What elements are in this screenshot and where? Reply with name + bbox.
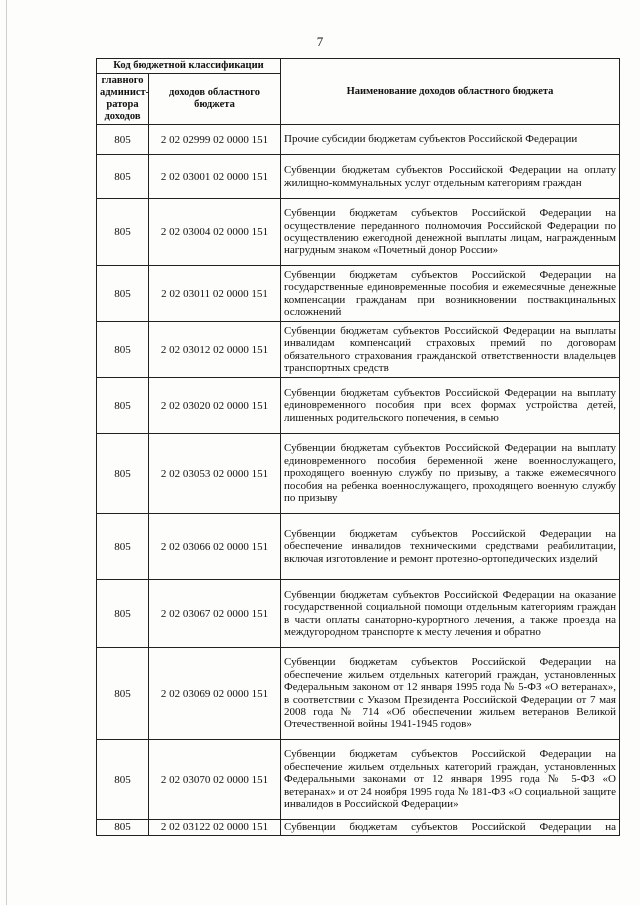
- cell-admin-code: 805: [97, 514, 149, 580]
- table-header: [97, 59, 620, 125]
- cell-admin-code: 805: [97, 125, 149, 155]
- cell-admin-code: 805: [97, 820, 149, 836]
- cell-revenue-name: Субвенции бюджетам субъектов Российской Федерации на выплаты инвалидам компенсаций страховых премий по договорам обязательного страхования гражданской ответственности владельцев транспортных средств: [281, 322, 620, 378]
- table-row: [97, 125, 620, 155]
- cell-revenue-name: Субвенции бюджетам субъектов Российской Федерации на обеспечение жильем отдельных категорий граждан, установленных Федеральными законами от 12 января 1995 года № 5-ФЗ «О ветеранах» и от 24 ноября 1995 года № 181-ФЗ «О социальной защите инвалидов в Российской Федерации»: [281, 740, 620, 820]
- cell-revenue-code: 2 02 03011 02 0000 151: [149, 266, 281, 322]
- cell-revenue-code: 2 02 02999 02 0000 151: [149, 125, 281, 155]
- table-row: [97, 266, 620, 322]
- cell-revenue-code: 2 02 03122 02 0000 151: [149, 820, 281, 836]
- cell-revenue-code: 2 02 03012 02 0000 151: [149, 322, 281, 378]
- cell-admin-code: 805: [97, 155, 149, 199]
- table-row: [97, 820, 620, 836]
- page-number: 7: [316, 34, 324, 49]
- header-revenue-name: Наименование доходов областного бюджета: [281, 59, 620, 125]
- cell-revenue-name: Прочие субсидии бюджетам субъектов Российской Федерации: [281, 125, 620, 155]
- table-row: [97, 648, 620, 740]
- cell-revenue-name: Субвенции бюджетам субъектов Российской Федерации на выплату единовременного пособия при всех формах устройства детей, лишенных родительского попечения, в семью: [281, 378, 620, 434]
- cell-revenue-code: 2 02 03067 02 0000 151: [149, 580, 281, 648]
- cell-revenue-code: 2 02 03001 02 0000 151: [149, 155, 281, 199]
- header-revenue-code: доходов областного бюджета: [149, 74, 281, 125]
- cell-revenue-code: 2 02 03070 02 0000 151: [149, 740, 281, 820]
- budget-classification-table: [96, 58, 620, 836]
- cell-admin-code: 805: [97, 266, 149, 322]
- cell-admin-code: 805: [97, 434, 149, 514]
- cell-revenue-name: Субвенции бюджетам субъектов Российской Федерации на государственные единовременные пособия и ежемесячные денежные компенсации гражданам при возникновении поствакцинальных осложнений: [281, 266, 620, 322]
- table-row: [97, 434, 620, 514]
- cell-revenue-name: Субвенции бюджетам субъектов Российской Федерации на оплату жилищно-коммунальных услуг отдельным категориям граждан: [281, 155, 620, 199]
- cell-revenue-code: 2 02 03053 02 0000 151: [149, 434, 281, 514]
- table-row: [97, 740, 620, 820]
- cell-admin-code: 805: [97, 580, 149, 648]
- cell-revenue-name: Субвенции бюджетам субъектов Российской Федерации на выплату единовременного пособия беременной жене военнослужащего, проходящего военную службу по призыву, а также ежемесячного пособия на ребенка военнослужащего, проходящего военную службу по призыву: [281, 434, 620, 514]
- header-budget-classification-code: Код бюджетной классификации: [97, 59, 281, 74]
- cell-revenue-name: Субвенции бюджетам субъектов Российской Федерации на: [281, 820, 620, 836]
- table-row: [97, 322, 620, 378]
- table-row: [97, 199, 620, 266]
- table-body: [97, 125, 620, 836]
- cell-admin-code: 805: [97, 740, 149, 820]
- table-row: [97, 378, 620, 434]
- cell-revenue-code: 2 02 03004 02 0000 151: [149, 199, 281, 266]
- cell-revenue-name: Субвенции бюджетам субъектов Российской Федерации на обеспечение инвалидов техническими средствами реабилитации, включая изготовление и ремонт протезно-ортопедических изделий: [281, 514, 620, 580]
- cell-admin-code: 805: [97, 322, 149, 378]
- scan-margin-line: [6, 0, 7, 905]
- cell-revenue-code: 2 02 03069 02 0000 151: [149, 648, 281, 740]
- cell-revenue-name: Субвенции бюджетам субъектов Российской Федерации на осуществление переданного полномочия Российской Федерации по осуществлению ежегодной денежной выплаты лицам, награжденным нагрудным знаком «Почетный донор России»: [281, 199, 620, 266]
- cell-revenue-name: Субвенции бюджетам субъектов Российской Федерации на обеспечение жильем отдельных категорий граждан, установленных Федеральным законом от 12 января 1995 года № 5-ФЗ «О ветеранах», в соответствии с Указом Президента Российской Федерации от 7 мая 2008 года № 714 «Об обеспечении жильем ветеранов Великой Отечественной войны 1941-1945 годов»: [281, 648, 620, 740]
- cell-revenue-code: 2 02 03020 02 0000 151: [149, 378, 281, 434]
- table-row: [97, 155, 620, 199]
- table-row: [97, 514, 620, 580]
- cell-admin-code: 805: [97, 378, 149, 434]
- cell-admin-code: 805: [97, 199, 149, 266]
- header-main-administrator: главного админист-ратора доходов: [97, 74, 149, 125]
- table-row: [97, 580, 620, 648]
- cell-admin-code: 805: [97, 648, 149, 740]
- cell-revenue-name: Субвенции бюджетам субъектов Российской Федерации на оказание государственной социальной помощи отдельным категориям граждан в части оплаты санаторно-курортного лечения, а также проезда на междугородном транспорте к месту лечения и обратно: [281, 580, 620, 648]
- cell-revenue-code: 2 02 03066 02 0000 151: [149, 514, 281, 580]
